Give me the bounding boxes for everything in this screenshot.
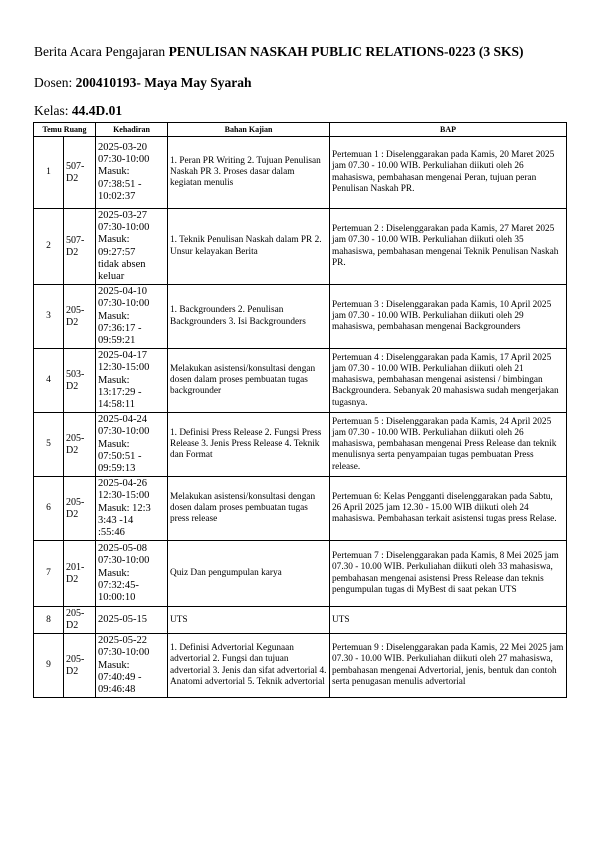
attendance-line: 09:46:48 (98, 684, 136, 696)
cell-temu: 2 (34, 209, 64, 285)
cell-temu: 7 (34, 541, 64, 607)
cell-bap: Pertemuan 6: Kelas Pengganti diselenggarakan pada Sabtu, 26 April 2025 jam 12.30 - 15.00 WIB diikuti oleh 24 mahasiswa. Pembahasan terkait asistensi tugas press Relase. (330, 477, 567, 541)
cell-ruang: 205-D2 (64, 413, 96, 477)
cell-kehadiran (96, 634, 168, 698)
cell-temu: 4 (34, 349, 64, 413)
table-row (34, 349, 567, 413)
cell-ruang: 507-D2 (64, 209, 96, 285)
cell-ruang: 201-D2 (64, 541, 96, 607)
attendance-line: 12:30-15:00 (98, 490, 150, 502)
cell-temu: 1 (34, 137, 64, 209)
cell-kehadiran (96, 285, 168, 349)
cell-bahan-kajian: 1. Backgrounders 2. Penulisan Backgrounders 3. Isi Backgrounders (168, 285, 330, 349)
attendance-line: 12:30-15:00 (98, 362, 150, 374)
attendance-line: 07:32:45- (98, 579, 139, 591)
cell-kehadiran (96, 349, 168, 413)
table-row (34, 137, 567, 209)
cell-ruang: 507-D2 (64, 137, 96, 209)
lecturer-name: 200410193- Maya May Syarah (75, 75, 252, 90)
attendance-line: 2025-03-20 (98, 141, 148, 153)
column-header-kehadiran: Kehadiran (96, 123, 168, 137)
attendance-line: Masuk: (98, 166, 130, 178)
lecturer-label: Dosen: (34, 75, 73, 90)
attendance-line: 3:43 -14 (98, 514, 134, 526)
table-body (34, 137, 567, 698)
cell-bap: Pertemuan 9 : Diselenggarakan pada Kamis, 22 Mei 2025 jam 07.30 - 10.00 WIB. Perkuliahan diikuti oleh 27 mahasiswa, pembahasan mengenai Advertorial, jenis, bentuk dan contoh serta penugasan menulis advertorial (330, 634, 567, 698)
cell-kehadiran (96, 137, 168, 209)
table-row (34, 634, 567, 698)
attendance-line: 09:59:13 (98, 463, 136, 475)
cell-temu: 5 (34, 413, 64, 477)
cell-kehadiran (96, 607, 168, 634)
cell-bahan-kajian: UTS (168, 607, 330, 634)
attendance-line: 07:38:51 - (98, 178, 142, 190)
attendance-line: 09:59:21 (98, 335, 136, 347)
attendance-line: 2025-05-08 (98, 543, 148, 555)
cell-temu: 3 (34, 285, 64, 349)
attendance-line: 07:30-10:00 (98, 647, 150, 659)
cell-bap: Pertemuan 1 : Diselenggarakan pada Kamis, 20 Maret 2025 jam 07.30 - 10.00 WIB. Perkuliahan diikuti oleh 26 mahasiswa, pembahasan mengenai Peran, tujuan peran Penulisan Naskah PR. (330, 137, 567, 209)
table-row (34, 413, 567, 477)
attendance-line: 07:30-10:00 (98, 298, 150, 310)
cell-ruang: 205-D2 (64, 634, 96, 698)
cell-kehadiran (96, 413, 168, 477)
attendance-line: 2025-05-22 (98, 635, 148, 647)
cell-ruang: 205-D2 (64, 477, 96, 541)
attendance-line: 10:00:10 (98, 592, 136, 604)
attendance-line: 10:02:37 (98, 190, 136, 202)
cell-kehadiran (96, 541, 168, 607)
table-row (34, 541, 567, 607)
cell-bap: Pertemuan 5 : Diselenggarakan pada Kamis, 24 April 2025 jam 07.30 - 10.00 WIB. Perkuliahan diikuti oleh 26 mahasiswa, pembahasan mengenai Press Release dan teknik menulisnya serta penyampaian tugas pembuatan Press release. (330, 413, 567, 477)
attendance-line: Masuk: (98, 374, 130, 386)
attendance-line: 13:17:29 - (98, 386, 142, 398)
column-header-ruang: Ruang (63, 125, 87, 134)
column-header-temu: Temu (42, 125, 62, 134)
cell-ruang: 205-D2 (64, 285, 96, 349)
attendance-line: keluar (98, 271, 125, 283)
cell-bap: Pertemuan 3 : Diselenggarakan pada Kamis, 10 April 2025 jam 07.30 - 10.00 WIB. Perkuliahan diikuti oleh 29 mahasiswa, pembahasan mengenai Backgrounders (330, 285, 567, 349)
cell-bahan-kajian: Quiz Dan pengumpulan karya (168, 541, 330, 607)
cell-bahan-kajian: 1. Definisi Advertorial Kegunaan advertorial 2. Fungsi dan tujuan advertorial 3. Jenis dan sifat advertorial 4. Anatomi advertorial 5. Teknik advertorial (168, 634, 330, 698)
attendance-line: 2025-04-24 (98, 414, 148, 426)
cell-bahan-kajian: Melakukan asistensi/konsultasi dengan dosen dalam proses pembuatan tugas backgrounder (168, 349, 330, 413)
attendance-line: 07:40:49 - (98, 671, 142, 683)
cell-bahan-kajian: 1. Peran PR Writing 2. Tujuan Penulisan Naskah PR 3. Proses dasar dalam kegiatan menulis (168, 137, 330, 209)
cell-bahan-kajian: 1. Definisi Press Release 2. Fungsi Press Release 3. Jenis Press Release 4. Teknik dan Format (168, 413, 330, 477)
column-header-bahan-kajian: Bahan Kajian (168, 123, 330, 137)
attendance-line: 2025-03-27 (98, 210, 148, 221)
table-row (34, 477, 567, 541)
attendance-line: 07:30-10:00 (98, 426, 150, 438)
attendance-line: 07:50:51 - (98, 450, 142, 462)
table-row (34, 285, 567, 349)
attendance-line: 09:27:57 (98, 246, 136, 258)
cell-ruang: 205-D2 (64, 607, 96, 634)
column-header-bap: BAP (330, 123, 567, 137)
cell-ruang: 503-D2 (64, 349, 96, 413)
column-header-temu-ruang (34, 123, 96, 137)
cell-bahan-kajian: 1. Teknik Penulisan Naskah dalam PR 2. Unsur kelayakan Berita (168, 209, 330, 285)
table-row (34, 209, 567, 285)
attendance-line: 07:30-10:00 (98, 222, 150, 234)
teaching-report-table (33, 122, 567, 698)
cell-bap: Pertemuan 2 : Diselenggarakan pada Kamis, 27 Maret 2025 jam 07.30 - 10.00 WIB. Perkuliahan diikuti oleh 35 mahasiswa, pembahasan mengenai Teknik Penulisan Naskah PR. (330, 209, 567, 285)
attendance-line: 2025-05-15 (98, 614, 148, 626)
table-row (34, 607, 567, 634)
document-title (34, 44, 524, 60)
attendance-line: Masuk: (98, 659, 130, 671)
class-line (34, 103, 122, 119)
class-label: Kelas: (34, 103, 69, 118)
attendance-line: Masuk: (98, 567, 130, 579)
attendance-line: Masuk: (98, 234, 130, 246)
attendance-line: 07:36:17 - (98, 322, 142, 334)
attendance-line: 07:30-10:00 (98, 154, 150, 166)
attendance-line: Masuk: (98, 310, 130, 322)
class-code: 44.4D.01 (71, 103, 123, 118)
attendance-line: 2025-04-17 (98, 350, 148, 362)
attendance-line: 2025-04-26 (98, 478, 148, 490)
attendance-line: Masuk: 12:3 (98, 502, 151, 514)
attendance-line: Masuk: (98, 438, 130, 450)
cell-temu: 8 (34, 607, 64, 634)
title-prefix: Berita Acara Pengajaran (34, 44, 166, 59)
attendance-line: 07:30-10:00 (98, 555, 150, 567)
cell-bap: Pertemuan 7 : Diselenggarakan pada Kamis, 8 Mei 2025 jam 07.30 - 10.00 WIB. Perkuliahan diikuti oleh 33 mahasiswa, pembahasan mengenai asistensi Press Release dan teknis pengumpulan tugas di MyBest di saat pekan UTS (330, 541, 567, 607)
cell-temu: 6 (34, 477, 64, 541)
cell-temu: 9 (34, 634, 64, 698)
cell-bap: Pertemuan 4 : Diselenggarakan pada Kamis, 17 April 2025 jam 07.30 - 10.00 WIB. Perkuliahan diikuti oleh 21 mahasiswa, pembahasan mengenai asistensi / bimbingan Backgroundera. Sebanyak 20 mahasiswa sudah mengerjakan tugasnya. (330, 349, 567, 413)
attendance-line: tidak absen (98, 258, 146, 270)
attendance-line: 2025-04-10 (98, 286, 148, 298)
attendance-line: :55:46 (98, 527, 125, 539)
cell-bap: UTS (330, 607, 567, 634)
course-name: PENULISAN NASKAH PUBLIC RELATIONS-0223 (3 SKS) (168, 44, 524, 59)
cell-kehadiran (96, 209, 168, 285)
lecturer-line (34, 75, 252, 91)
cell-bahan-kajian: Melakukan asistensi/konsultasi dengan dosen dalam proses pembuatan tugas press release (168, 477, 330, 541)
cell-kehadiran (96, 477, 168, 541)
table-header-row (34, 123, 567, 137)
attendance-line: 14:58:11 (98, 399, 135, 411)
